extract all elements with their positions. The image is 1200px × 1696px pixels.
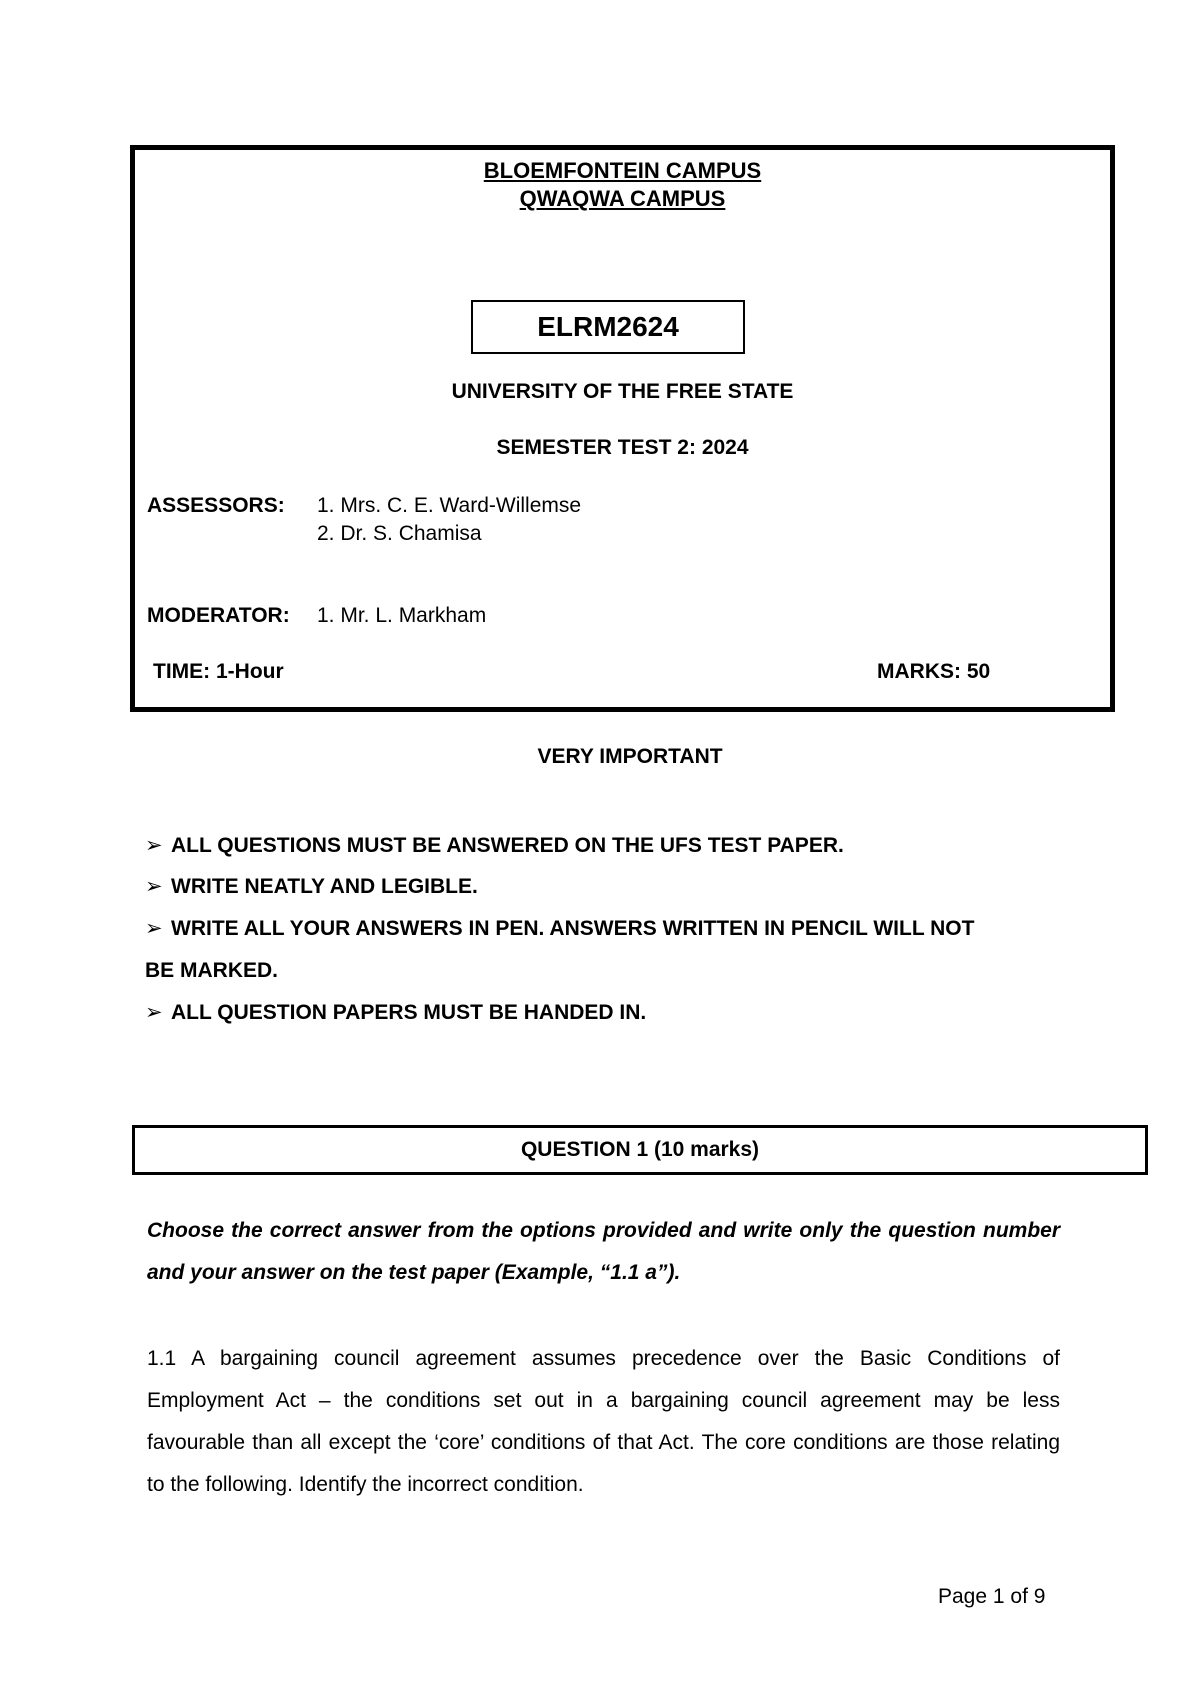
- module-code: ELRM2624: [537, 311, 679, 342]
- instruction-text: ALL QUESTION PAPERS MUST BE HANDED IN.: [171, 1001, 647, 1024]
- arrow-bullet-icon: ➢: [145, 917, 163, 940]
- cover-header-box: [130, 145, 1115, 712]
- assessors-label: ASSESSORS:: [147, 494, 285, 517]
- moderator-label: MODERATOR:: [147, 604, 290, 627]
- arrow-bullet-icon: ➢: [145, 834, 163, 857]
- arrow-bullet-icon: ➢: [145, 875, 163, 898]
- moderator-1: 1. Mr. L. Markham: [317, 604, 487, 627]
- question-title: QUESTION 1 (10 marks): [520, 1138, 760, 1161]
- question-1-1-text: 1.1 A bargaining council agreement assumes precedence over the Basic Conditions of Employment Act – the conditions set out in a bargaining council agreement may be less favourable than all except the ‘core’ conditions of that Act. The core conditions are those relating to the following. Identify the incorrect condition.: [147, 1347, 1060, 1496]
- campus-name-1: BLOEMFONTEIN CAMPUS: [483, 158, 762, 183]
- instruction-text: ALL QUESTIONS MUST BE ANSWERED ON THE UFS TEST PAPER.: [171, 834, 844, 857]
- question-heading-box: [132, 1125, 1148, 1175]
- time-allowed: TIME: 1-Hour: [153, 660, 284, 683]
- moderator-row: [147, 604, 486, 628]
- instruction-text: WRITE NEATLY AND LEGIBLE.: [171, 875, 478, 898]
- instruction-item: [145, 825, 1115, 867]
- assessor-2: 2. Dr. S. Chamisa: [317, 522, 482, 545]
- assessor-1: 1. Mrs. C. E. Ward-Willemse: [317, 494, 582, 517]
- total-marks: MARKS: 50: [877, 660, 991, 683]
- instruction-item: [145, 866, 1115, 908]
- arrow-bullet-icon: ➢: [145, 1001, 163, 1024]
- university-name: UNIVERSITY OF THE FREE STATE: [451, 380, 794, 403]
- campus-name-2: QWAQWA CAMPUS: [519, 186, 726, 211]
- question-instruction: Choose the correct answer from the options provided and write only the question number and your answer on the test paper (Example, “1.1 a”).: [147, 1219, 1060, 1284]
- important-heading: VERY IMPORTANT: [537, 745, 723, 768]
- instruction-continuation: BE MARKED.: [145, 959, 279, 982]
- page-number: Page 1 of 9: [938, 1585, 1046, 1608]
- instruction-text: WRITE ALL YOUR ANSWERS IN PEN. ANSWERS WRITTEN IN PENCIL WILL NOT: [171, 917, 975, 940]
- module-code-box: [471, 300, 745, 354]
- instruction-item: [145, 908, 1115, 950]
- assessors-row: [147, 494, 581, 518]
- instruction-item: [145, 992, 1115, 1034]
- test-title: SEMESTER TEST 2: 2024: [496, 436, 749, 459]
